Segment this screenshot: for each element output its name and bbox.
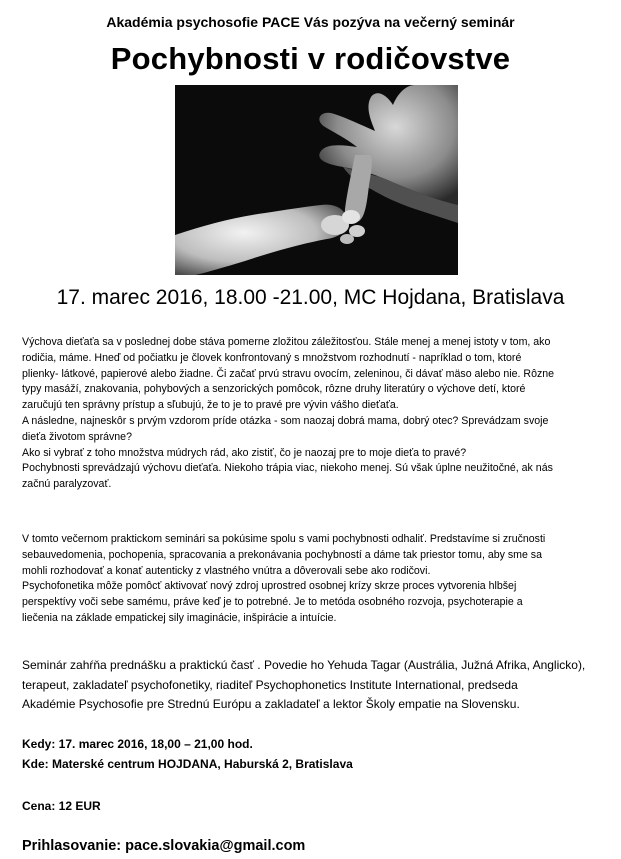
event-where: Kde: Materské centrum HOJDANA, Haburská 2, Bratislava [22, 757, 353, 771]
paragraph-line: Pochybnosti sprevádzajú výchovu dieťaťa. Niekoho trápia viac, niekoho menej. Sú však úplne neužitočné, ak nás [22, 462, 553, 475]
paragraph-line: Seminár zahŕňa prednášku a praktickú časť . Povedie ho Yehuda Tagar (Austrália, Južná Afrika, Anglicko), [22, 658, 586, 672]
paragraph-line: rodičia, máme. Hneď od počiatku je človek konfrontovaný s množstvom rozhodnutí - napríklad o tom, ktoré [22, 351, 522, 364]
paragraph-line: plienky- látkové, papierové alebo žiadne. Či začať prvú stravu ovocím, zeleninou, či dávať mäso alebo nie. Rôzne [22, 367, 555, 380]
paragraph-line: zaručujú ten správny prístup a sľubujú, že to je to pravé pre vývin vášho dieťaťa. [22, 399, 399, 412]
registration-email[interactable]: Prihlasovanie: pace.slovakia@gmail.com [22, 838, 306, 854]
paragraph-line: Psychofonetika môže pomôcť aktivovať nový zdroj uprostred osobnej krízy skrze proces vytvorenia hlbšej [22, 580, 517, 593]
paragraph-line: liečenia na základe empatickej sily imaginácie, inšpirácie a intuície. [22, 611, 337, 624]
page-title: Pochybnosti v rodičovstve [110, 41, 511, 76]
paragraph-line: mohli rozhodovať a konať autenticky z vlastného vnútra a dôverovali sebe ako rodičovi. [22, 564, 431, 577]
paragraph-line: sebauvedomenia, pochopenia, spracovania a prekonávania pochybností a dáme tak priestor tomu, aby sme sa [22, 548, 542, 561]
paragraph-line: Výchova dieťaťa sa v poslednej dobe stáva pomerne zložitou záležitosťou. Stále menej a menej istoty v tom, ako [22, 336, 551, 348]
hands-photo [175, 85, 458, 275]
paragraph-line: Akadémie Psychosofie pre Strednú Európu a zakladateľ a lektor Školy empatie na Slovensku. [22, 697, 520, 711]
paragraph-line: terapeut, zakladateľ psychofonetiky, riaditeľ Psychophonetics Institute International, predseda [22, 677, 518, 692]
event-when: Kedy: 17. marec 2016, 18,00 – 21,00 hod. [22, 737, 253, 751]
paragraph-line: Ako si vybrať z toho množstva múdrych rád, ako zistiť, čo je naozaj pre to moje dieťa to pravé? [22, 446, 467, 459]
paragraph-line: typy masáží, znakovania, pohybových a senzorických pomôcok, rôzne druhy literatúry o výchove detí, ktoré [22, 383, 526, 396]
event-price: Cena: 12 EUR [22, 799, 101, 813]
paragraph-seminar [22, 532, 612, 627]
paragraph-line: dieťa životom správne? [22, 430, 132, 443]
paragraph-line: začnú paralyzovať. [22, 478, 112, 491]
paragraph-line: V tomto večernom praktickom seminári sa pokúsime spolu s vami pochybnosti odhaliť. Predstavíme si zručnosti [22, 533, 546, 545]
paragraph-line: perspektívy voči sebe samému, práve keď je to potrebné. Je to metóda osobného rozvoja, psychoterapie a [22, 596, 523, 609]
event-date-location: 17. marec 2016, 18.00 -21.00, MC Hojdana, Bratislava [56, 286, 565, 309]
paragraph-line: A následne, najneskôr s prvým vzdorom príde otázka - som naozaj dobrá mama, dobrý otec? Sprevádzam svoje [22, 414, 549, 427]
paragraph-intro [22, 335, 612, 493]
intro-line: Akadémia psychosofie PACE Vás pozýva na večerný seminár [106, 14, 515, 30]
paragraph-lecturer [22, 656, 612, 715]
